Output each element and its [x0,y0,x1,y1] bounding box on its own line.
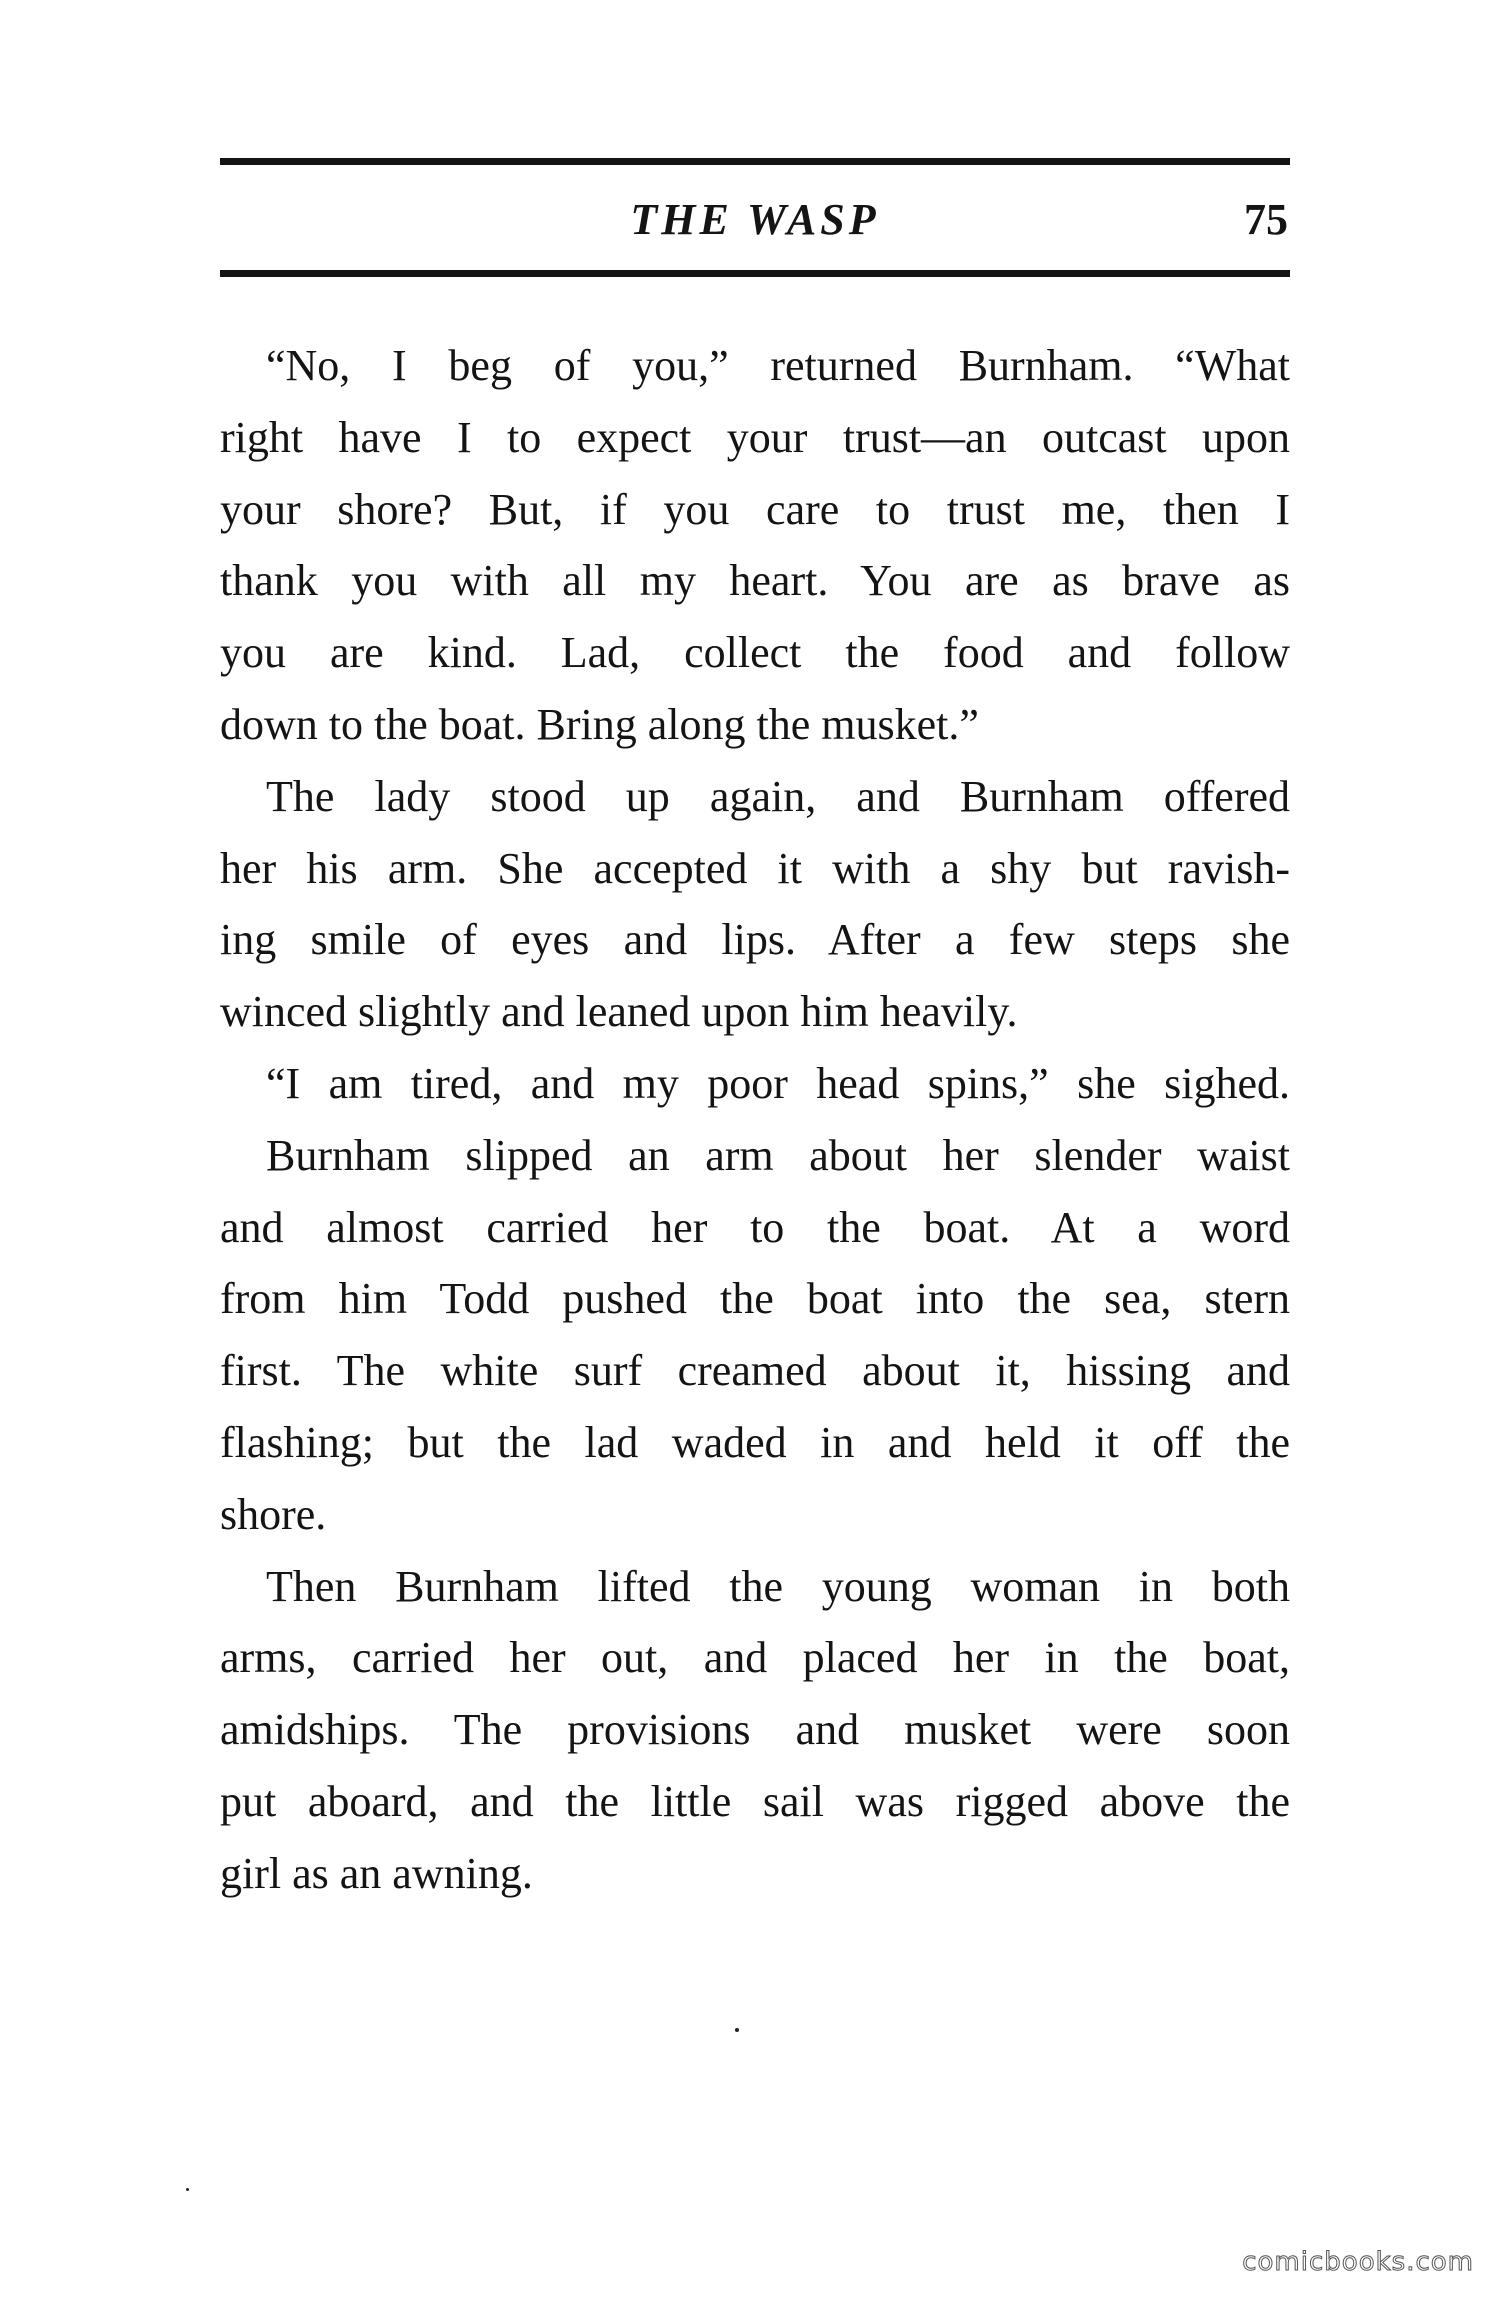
header-rule-top [220,158,1290,165]
running-head [220,188,1290,252]
text-line: flashing; but the lad waded in and held it off the [220,1417,1290,1467]
text-lines [220,330,1290,1910]
text-line: “No, I beg of you,” returned Burnham. “What [266,341,1290,390]
watermark: comicbooks.com [1242,2247,1474,2277]
text-line: amidships. The provisions and musket were soon [220,1705,1290,1755]
text-line: first. The white surf creamed about it, hissing and [220,1346,1290,1396]
text-line: you are kind. Lad, collect the food and follow [220,628,1290,678]
text-line: right have I to expect your trust—an outcast upon [220,412,1290,462]
text-line: ing smile of eyes and lips. After a few steps she [220,915,1290,965]
text-line: shore. [220,1489,327,1539]
text-line: “I am tired, and my poor head spins,” she sighed. [266,1058,1290,1108]
text-line: put aboard, and the little sail was rigged above the [220,1776,1290,1826]
print-speck [735,2028,739,2032]
text-line: and almost carried her to the boat. At a word [220,1202,1290,1252]
text-line: The lady stood up again, and Burnham offered [266,771,1290,821]
text-line: Burnham slipped an arm about her slender waist [266,1130,1290,1180]
text-line: winced slightly and leaned upon him heavily. [220,987,1018,1037]
page-number: 75 [1244,195,1288,244]
text-line: your shore? But, if you care to trust me, then I [220,484,1290,534]
text-line: thank you with all my heart. You are as brave as [220,556,1290,606]
running-title: THE WASP [630,195,880,244]
text-line: Then Burnham lifted the young woman in both [266,1561,1290,1611]
print-speck [186,2188,189,2191]
text-line: from him Todd pushed the boat into the sea, stern [220,1274,1290,1324]
text-line: girl as an awning. [220,1848,533,1898]
header-rule-bottom [220,270,1290,277]
body-text [220,330,1290,1910]
text-line: down to the boat. Bring along the musket.” [220,699,979,749]
text-line: arms, carried her out, and placed her in the boat, [220,1633,1290,1683]
text-line: her his arm. She accepted it with a shy but ravish- [220,843,1290,893]
